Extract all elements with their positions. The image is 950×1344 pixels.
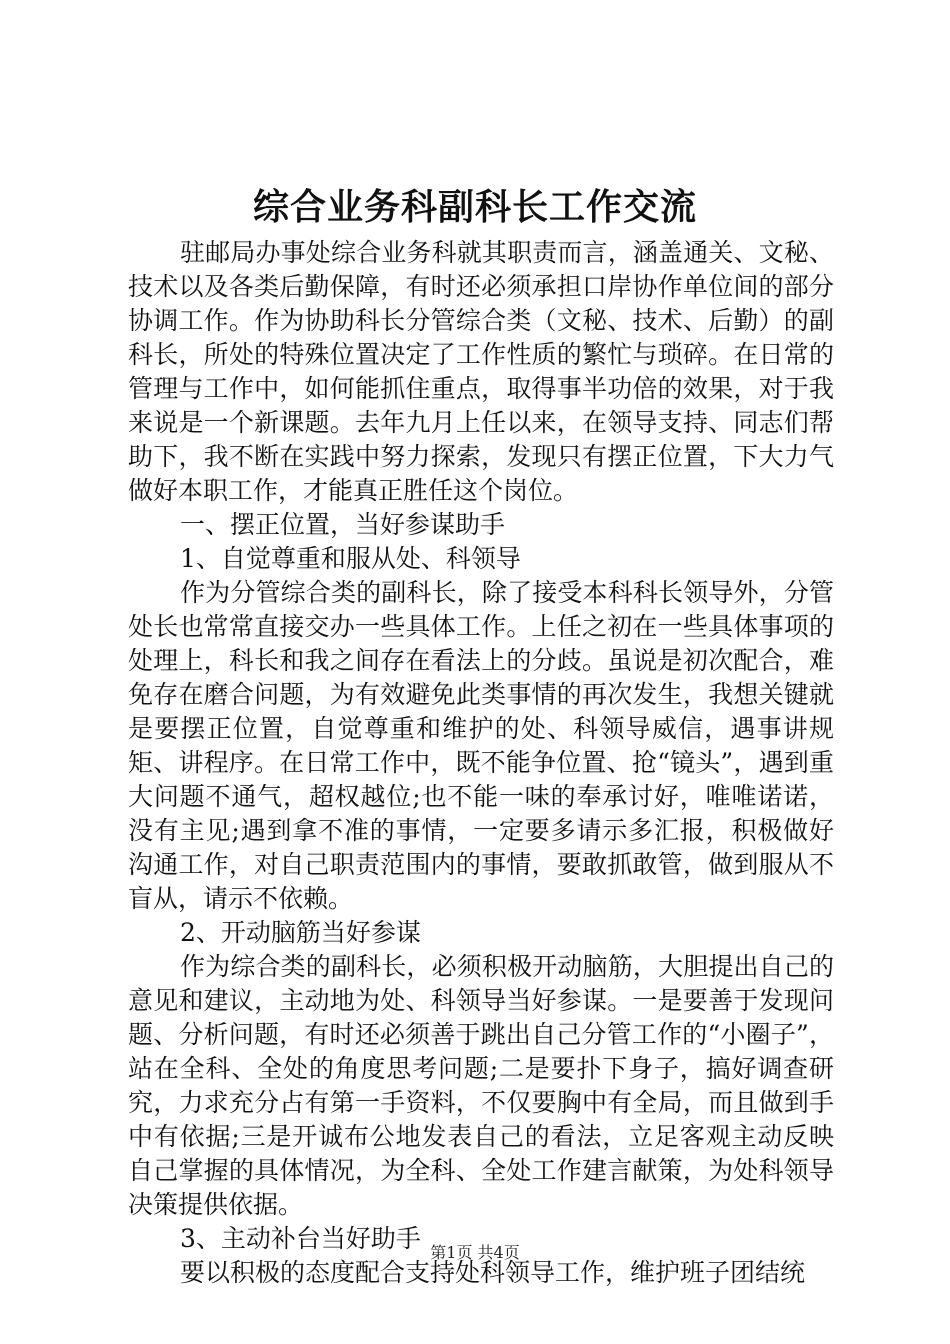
subsection-heading-2: 2、开动脑筋当好参谋	[180, 918, 421, 947]
section-heading-1: 一、摆正位置，当好参谋助手	[180, 510, 506, 539]
paragraph-intro: 驻邮局办事处综合业务科就其职责而言，涵盖通关、文秘、技术以及各类后勤保障，有时还必须承担口岸协作单位间的部分协调工作。作为协助科长分管综合类（文秘、技术、后勤）的副科长，所处的特殊位置决定了工作性质的繁忙与琐碎。在日常的管理与工作中，如何能抓住重点，取得事半功倍的效果，对于我来说是一个新课题。去年九月上任以来，在领导支持、同志们帮助下，我不断在实践中努力探索，发现只有摆正位置，下大力气做好本职工作，才能真正胜任这个岗位。	[128, 238, 834, 505]
document-title: 综合业务科副科长工作交流	[252, 186, 697, 228]
paragraph-respect-leaders: 作为分管综合类的副科长，除了接受本科科长领导外，分管处长也常常直接交办一些具体工作。上任之初在一些具体事项的处理上，科长和我之间存在看法上的分歧。虽说是初次配合，难免存在磨合问题，为有效避免此类事情的再次发生，我想关键就是要摆正位置，自觉尊重和维护的处、科领导威信，遇事讲规矩、讲程序。在日常工作中，既不能争位置、抢“镜头”，遇到重大问题不通气，超权越位;也不能一味的奉承讨好，唯唯诺诺，没有主见;遇到拿不准的事情，一定要多请示多汇报，积极做好沟通工作，对自己职责范围内的事情，要敢抓敢管，做到服从不盲从，请示不依赖。	[128, 578, 834, 913]
subsection-heading-3: 3、主动补台当好助手	[180, 1224, 421, 1253]
document-body	[128, 236, 834, 1290]
subsection-heading-1: 1、自觉尊重和服从处、科领导	[180, 544, 521, 573]
paragraph-assistant: 要以积极的态度配合支持处科领导工作，维护班子团结统	[180, 1258, 806, 1287]
page-number-footer: 第1页 共4页	[430, 1243, 520, 1262]
paragraph-advisor: 作为综合类的副科长，必须积极开动脑筋，大胆提出自己的意见和建议，主动地为处、科领导当好参谋。一是要善于发现问题、分析问题，有时还必须善于跳出自己分管工作的“小圈子”，站在全科、全处的角度思考问题;二是要扑下身子，搞好调查研究，力求充分占有第一手资料，不仅要胸中有全局，而且做到手中有依据;三是开诚布公地发表自己的看法，立足客观主动反映自己掌握的具体情况，为全科、全处工作建言献策，为处科领导决策提供依据。	[128, 952, 834, 1219]
